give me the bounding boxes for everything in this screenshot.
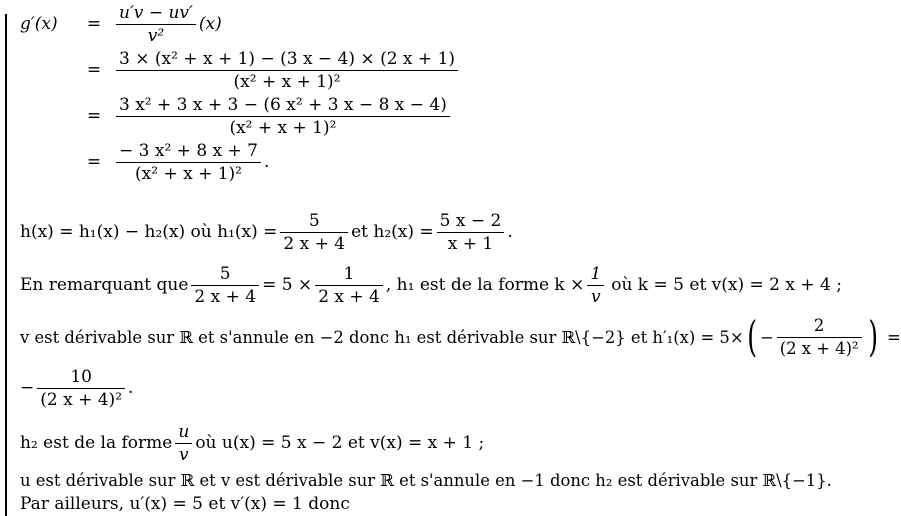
fraction-numerator: u [178,421,190,442]
h-definition-end: . [507,222,513,242]
fraction-h2 [437,210,505,255]
h-definition-text: h(x) = h₁(x) − h₂(x) où h₁(x) = [20,222,278,242]
fraction-denominator: x + 1 [437,232,505,255]
fraction-denominator: (2 x + 4)² [777,337,862,360]
last-line-text: Par ailleurs, u′(x) = 5 et v′(x) = 1 donc [20,494,350,514]
h1-result-end: . [128,378,134,398]
left-margin-bar [5,14,7,516]
fraction-h1-derivative [777,315,862,360]
right-paren: ) [867,312,878,361]
h1-derivative-line [20,314,901,360]
equals-sign: = [86,152,102,172]
fraction-numerator: 10 [70,366,92,387]
fraction-suffix: (x) [198,14,222,34]
h2-form-end: où u(x) = 5 x − 2 et v(x) = x + 1 ; [195,433,485,453]
h2-form-line [20,420,484,466]
fraction-numerator: 3 x² + 3 x + 3 − (6 x² + 3 x − 8 x − 4) [119,94,447,115]
remark-end: où k = 5 et v(x) = 2 x + 4 ; [611,275,842,295]
h2-form-start: h₂ est de la forme [20,433,173,453]
h1-derivative-text: v est dérivable sur ℝ et s'annule en −2 donc h₁ est dérivable sur ℝ\{−2} et h′₁(x) = 5× [20,327,744,347]
fraction-denominator: (x² + x + 1)² [116,162,261,185]
fraction-numerator: 5 x − 2 [439,210,502,231]
fraction-numerator: 5 [219,263,231,284]
fraction-remark-1 [191,263,259,308]
fraction-numerator: − 3 x² + 8 x + 7 [119,140,258,161]
fraction-expanded [116,48,458,93]
remark-start: En remarquant que [20,275,189,295]
equals-sign: = [86,14,102,34]
remark-mid: , h₁ est de la forme k × [385,275,585,295]
remark-eq: = 5 × [262,275,313,295]
fraction-denominator: (2 x + 4)² [37,388,125,411]
equals-sign: = [86,106,102,126]
h1-result-line [20,364,133,412]
h2-derivative-line [20,468,832,492]
fraction-h1-result [37,366,125,411]
fraction-quotient-rule [116,2,196,47]
derivation-row-4 [20,142,269,182]
derivation-row-1 [20,4,222,44]
fraction-numerator: 5 [308,210,320,231]
fraction-u-over-v [175,421,192,466]
fraction-denominator: 2 x + 4 [315,285,383,308]
last-line [20,492,350,516]
fraction-denominator: 2 x + 4 [191,285,259,308]
fraction-denominator: (x² + x + 1)² [116,116,450,139]
fraction-h1 [280,210,348,255]
h-definition-line [20,212,513,252]
h2-derivative-text: u est dérivable sur ℝ et v est dérivable sur ℝ et s'annule en −1 donc h₂ est dérivable sur ℝ\{−1}. [20,470,832,490]
fraction-remark-3 [587,263,604,308]
derivation-lhs: g′(x) [20,14,58,34]
h-definition-mid: et h₂(x) = [351,222,434,242]
derivation-row-2 [20,50,461,90]
fraction-denominator: 2 x + 4 [280,232,348,255]
fraction-numerator: 3 × (x² + x + 1) − (3 x − 4) × (2 x + 1) [119,48,456,69]
fraction-denominator: v [587,285,604,308]
minus-sign: − [759,327,774,347]
fraction-remark-2 [315,263,383,308]
left-paren: ( [746,312,757,361]
remark-line [20,262,842,308]
equals-sign: = [86,60,102,80]
derivation-row-3 [20,96,453,136]
fraction-numerator: 1 [590,263,602,284]
fraction-denominator: v [175,443,192,466]
minus-sign: − [20,378,35,398]
h1-derivative-end: = [886,327,901,347]
fraction-developed [116,94,450,139]
fraction-numerator: 2 [813,315,825,335]
fraction-denominator: (x² + x + 1)² [116,70,458,93]
fraction-simplified [116,140,261,185]
fraction-denominator: v² [116,24,196,47]
fraction-numerator: u′v − uv′ [119,2,193,23]
fraction-suffix: . [264,152,270,172]
fraction-numerator: 1 [343,263,355,284]
